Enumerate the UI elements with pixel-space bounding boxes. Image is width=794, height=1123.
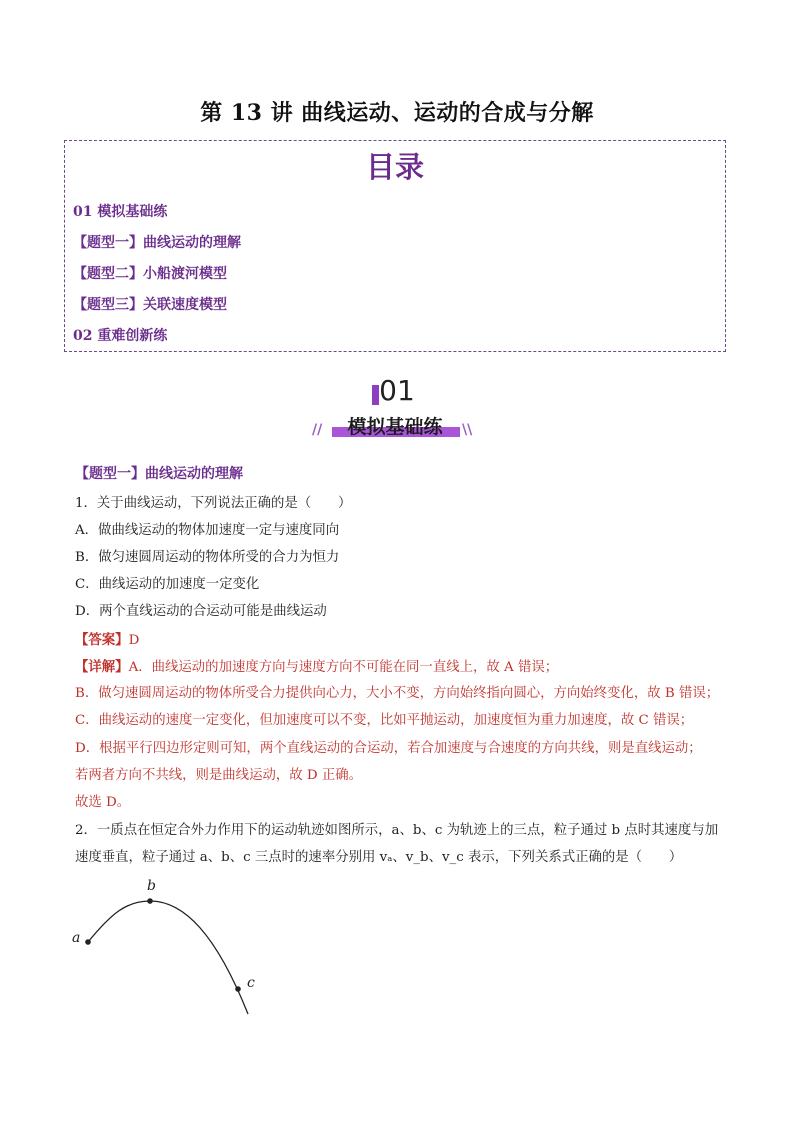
question-1-option-a: A．做曲线运动的物体加速度一定与速度同向 [75, 523, 340, 538]
answer-value: D [128, 633, 140, 648]
toc-item-topic-1[interactable]: 【题型一】曲线运动的理解 [73, 235, 241, 251]
detail-line-4: D．根据平行四边形定则可知，两个直线运动的合运动，若合加速度与合速度的方向共线，则是直线运动； [75, 741, 702, 756]
toc-item-topic-2[interactable]: 【题型二】小船渡河模型 [73, 266, 227, 282]
page-title: 第 13 讲 曲线运动、运动的合成与分解 [200, 100, 594, 126]
trajectory-curve [88, 901, 248, 1014]
point-a [85, 939, 91, 945]
detail-line-2: B．做匀速圆周运动的物体所受合力提供向心力，大小不变，方向始终指向圆心，方向始终变化，故 B 错误； [75, 686, 720, 701]
point-c [235, 986, 241, 992]
right-decoration: \\ [462, 422, 473, 438]
question-1-stem: 1．关于曲线运动，下列说法正确的是（ ） [75, 496, 352, 511]
trajectory-diagram [66, 874, 276, 1024]
section-banner [310, 412, 480, 442]
detail-line-5: 若两者方向不共线，则是曲线运动，故 D 正确。 [75, 768, 363, 783]
toc-heading: 目录 [365, 150, 424, 184]
detail-text: A．曲线运动的加速度方向与速度方向不可能在同一直线上，故 A 错误； [128, 660, 559, 675]
trajectory-figure [66, 874, 276, 1024]
question-1-option-b: B．做匀速圆周运动的物体所受的合力为恒力 [75, 550, 340, 565]
question-1-option-d: D．两个直线运动的合运动可能是曲线运动 [75, 604, 327, 619]
detail-line-1 [75, 658, 558, 677]
toc-item-topic-3[interactable]: 【题型三】关联速度模型 [73, 297, 227, 313]
label-b: b [147, 878, 156, 894]
question-2-stem-line-2: 速度垂直，粒子通过 a、b、c 三点时的速率分别用 vₐ、v_b、v_c 表示，下列关系式正确的是（ ） [75, 850, 683, 865]
toc-item-section-01[interactable]: 01 模拟基础练 [73, 204, 168, 220]
point-b [147, 898, 153, 904]
table-of-contents [64, 140, 726, 352]
question-2-stem-line-1: 2．一质点在恒定合外力作用下的运动轨迹如图所示，a、b、c 为轨迹上的三点，粒子通过 b 点时其速度与加 [75, 823, 719, 838]
section-name: 模拟基础练 [347, 416, 443, 438]
toc-item-section-02[interactable]: 02 重难创新练 [73, 328, 168, 344]
left-decoration: // [312, 422, 323, 438]
question-1-option-c: C．曲线运动的加速度一定变化 [75, 577, 260, 592]
detail-line-6: 故选 D。 [75, 795, 131, 810]
label-c: c [247, 975, 255, 991]
answer-line [75, 631, 139, 650]
answer-label: 【答案】 [75, 632, 129, 648]
section-number: 01 [379, 374, 415, 407]
topic-heading-1: 【题型一】曲线运动的理解 [75, 466, 243, 482]
detail-line-3: C．曲线运动的速度一定变化，但加速度可以不变，比如平抛运动，加速度恒为重力加速度，故 C 错误； [75, 713, 694, 728]
detail-label: 【详解】 [75, 659, 129, 675]
label-a: a [72, 930, 81, 946]
